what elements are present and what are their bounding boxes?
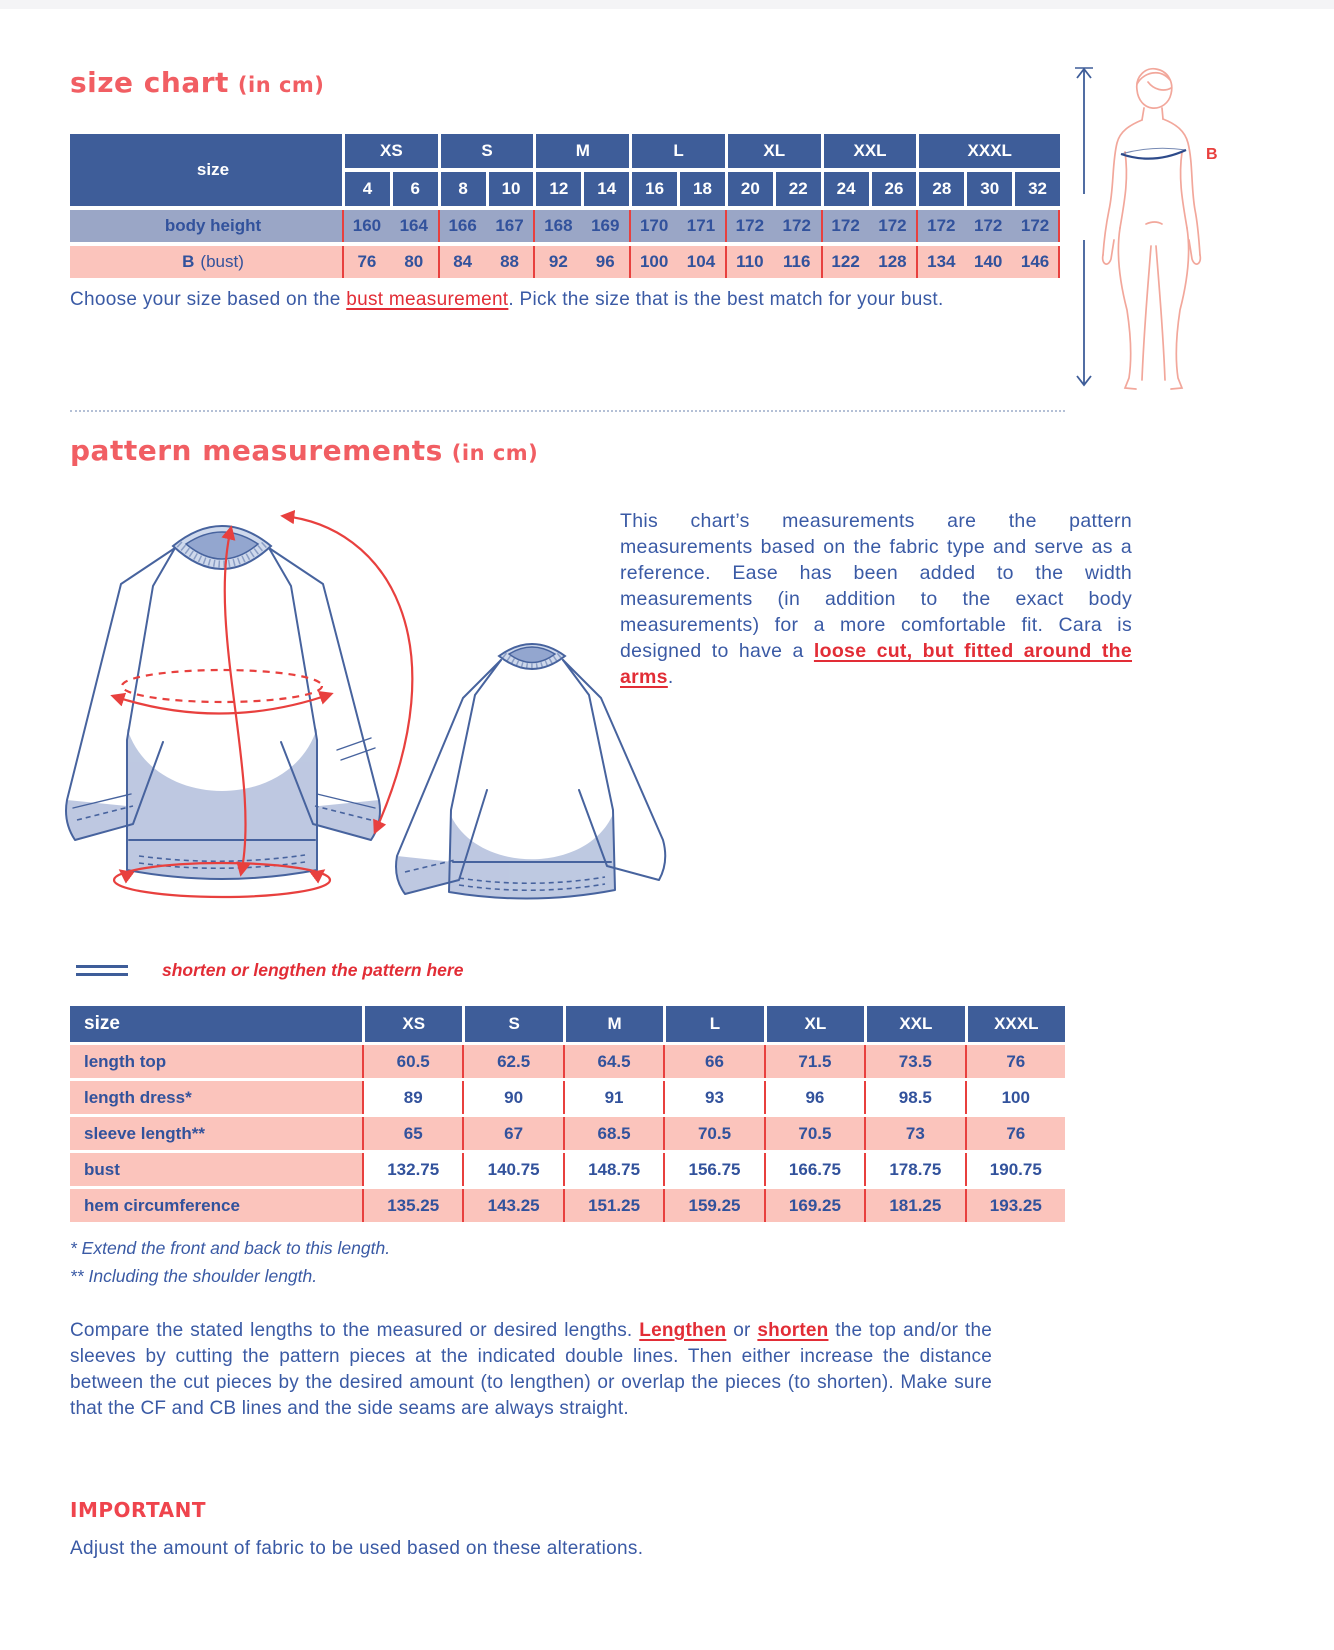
para1-pre: This chart’s measurements are the pattern measurements based on the fabric type and serve as a reference. Ease has been added to the width measurements (in addition to the exact body measurements) for a more comfortable fit. Cara is designed to have a: [620, 510, 1132, 662]
size-group-header: L: [629, 134, 725, 168]
table-cell: 166: [438, 210, 486, 242]
table-cell: 132.75: [362, 1153, 462, 1186]
heading-title: pattern measurements: [70, 434, 443, 467]
body-figure-svg: [1058, 58, 1238, 398]
top-bar: [0, 0, 1334, 9]
bust-word: (bust): [200, 252, 244, 271]
table-cell: 65: [362, 1117, 462, 1150]
double-line-icon: [76, 965, 128, 976]
table-cell: 92: [533, 246, 581, 278]
table-header-cell: S: [462, 1006, 562, 1042]
table-cell: 110: [725, 246, 773, 278]
table-cell: 172: [1012, 210, 1060, 242]
woman-outline: [1103, 69, 1201, 389]
size-number-header: 32: [1012, 172, 1060, 206]
loose-cut-emphasis: loose cut, but fitted around the arms: [620, 640, 1133, 688]
table-cell: 68.5: [563, 1117, 663, 1150]
table-cell: 60.5: [362, 1045, 462, 1078]
para2-part: Compare the stated lengths to the measured or desired lengths.: [70, 1320, 640, 1341]
sweater-front-drawing: [66, 516, 412, 897]
size-number-header: 6: [390, 172, 438, 206]
table-cell: 70.5: [764, 1117, 864, 1150]
table-cell: 71.5: [764, 1045, 864, 1078]
table-cell: 134: [916, 246, 964, 278]
table-corner-label: size: [70, 134, 342, 206]
table-cell: 172: [773, 210, 821, 242]
size-number-header: 10: [486, 172, 534, 206]
choose-size-text: [70, 286, 1075, 313]
garment-technical-drawings: [55, 490, 675, 935]
size-number-header: 18: [677, 172, 725, 206]
footnote-dress-length: * Extend the front and back to this length.: [70, 1238, 391, 1258]
table-cell: 181.25: [864, 1189, 964, 1222]
table-header-cell: XXXL: [965, 1006, 1065, 1042]
table-cell: 73: [864, 1117, 964, 1150]
compare-lengths-paragraph: [70, 1318, 992, 1422]
table-cell: 140.75: [462, 1153, 562, 1186]
footnote-shoulder-length: ** Including the shoulder length.: [70, 1266, 318, 1286]
para1-post: .: [667, 666, 674, 688]
row-label: length top: [70, 1045, 362, 1078]
table-cell: 116: [773, 246, 821, 278]
table-cell: 76: [965, 1117, 1065, 1150]
size-number-header: 20: [725, 172, 773, 206]
table-cell: 100: [965, 1081, 1065, 1114]
size-number-header: 14: [581, 172, 629, 206]
table-cell: 88: [486, 246, 534, 278]
table-cell: 169.25: [764, 1189, 864, 1222]
table-cell: 193.25: [965, 1189, 1065, 1222]
shorten-emphasis: shorten: [757, 1320, 829, 1341]
table-cell: 93: [663, 1081, 763, 1114]
sweater-drawings-svg: [55, 490, 675, 930]
table-cell: 135.25: [362, 1189, 462, 1222]
lengthen-shorten-legend: [76, 960, 463, 981]
size-group-header: M: [533, 134, 629, 168]
table-cell: 73.5: [864, 1045, 964, 1078]
table-cell: 172: [964, 210, 1012, 242]
size-number-header: 24: [821, 172, 869, 206]
size-number-header: 30: [964, 172, 1012, 206]
size-number-header: 26: [869, 172, 917, 206]
para2-part: or: [726, 1320, 758, 1341]
table-cell: 172: [821, 210, 869, 242]
table-cell: 91: [563, 1081, 663, 1114]
choose-post: . Pick the size that is the best match for your bust.: [508, 289, 944, 310]
table-cell: 80: [390, 246, 438, 278]
row-label-bust: [70, 246, 342, 278]
table-cell: 169: [581, 210, 629, 242]
size-chart-heading: [70, 66, 324, 99]
table-header-cell: XS: [362, 1006, 462, 1042]
heading-unit: (in cm): [451, 441, 539, 465]
size-group-header: XL: [725, 134, 821, 168]
table-cell: 66: [663, 1045, 763, 1078]
table-cell: 171: [677, 210, 725, 242]
heading-title: size chart: [70, 66, 229, 99]
table-header-cell: XL: [764, 1006, 864, 1042]
table-cell: 190.75: [965, 1153, 1065, 1186]
size-group-header: XS: [342, 134, 438, 168]
pattern-measurements-table: [70, 1006, 1065, 1222]
table-cell: 90: [462, 1081, 562, 1114]
heading-unit: (in cm): [237, 73, 325, 97]
table-cell: 96: [581, 246, 629, 278]
table-cell: 128: [869, 246, 917, 278]
table-cell: 148.75: [563, 1153, 663, 1186]
row-label-body-height: body height: [70, 210, 342, 242]
table-cell: 151.25: [563, 1189, 663, 1222]
legend-text: shorten or lengthen the pattern here: [162, 960, 464, 980]
row-label: length dress*: [70, 1081, 362, 1114]
table-cell: 146: [1012, 246, 1060, 278]
height-arrow: [1075, 68, 1093, 385]
table-header-cell: M: [563, 1006, 663, 1042]
table-cell: 64.5: [563, 1045, 663, 1078]
table-cell: 159.25: [663, 1189, 763, 1222]
size-chart-table: [70, 134, 1060, 278]
bust-measurement-link: bust measurement: [346, 289, 509, 310]
lengthen-emphasis: Lengthen: [639, 1320, 727, 1341]
table-cell: 172: [725, 210, 773, 242]
size-number-header: 22: [773, 172, 821, 206]
size-number-header: 12: [533, 172, 581, 206]
size-group-header: S: [438, 134, 534, 168]
dotted-separator: [70, 410, 1065, 412]
table-cell: 166.75: [764, 1153, 864, 1186]
table-cell: 67: [462, 1117, 562, 1150]
choose-pre: Choose your size based on the: [70, 289, 347, 310]
table-cell: 62.5: [462, 1045, 562, 1078]
size-number-header: 16: [629, 172, 677, 206]
table-cell: 164: [390, 210, 438, 242]
row-label: bust: [70, 1153, 362, 1186]
row-label: sleeve length**: [70, 1117, 362, 1150]
important-text: Adjust the amount of fabric to be used based on these alterations.: [70, 1538, 644, 1559]
table-header-cell: size: [70, 1006, 362, 1042]
bust-letter: B: [182, 252, 195, 271]
table-cell: 70.5: [663, 1117, 763, 1150]
table-cell: 160: [342, 210, 390, 242]
bust-line: [1121, 148, 1186, 158]
table-cell: 172: [869, 210, 917, 242]
pattern-measurements-heading: [70, 434, 538, 467]
para2-part: the top and/or the sleeves by cutting the pattern pieces at the indicated double lines. Then either increase the distance between the cut pieces by the desired amount (to lengthen) or overlap the pieces (to shorten). Make sure that the CF and CB lines and the side seams are always straight.: [70, 1320, 992, 1419]
size-number-header: 28: [916, 172, 964, 206]
table-cell: 143.25: [462, 1189, 562, 1222]
row-label: hem circumference: [70, 1189, 362, 1222]
table-cell: 168: [533, 210, 581, 242]
table-cell: 89: [362, 1081, 462, 1114]
table-cell: 167: [486, 210, 534, 242]
size-number-header: 4: [342, 172, 390, 206]
body-figure-illustration: [1058, 58, 1238, 403]
table-header-cell: XXL: [864, 1006, 964, 1042]
table-cell: 84: [438, 246, 486, 278]
pattern-measurements-paragraph: [620, 508, 1132, 690]
table-cell: 100: [629, 246, 677, 278]
table-cell: 76: [342, 246, 390, 278]
table-cell: 96: [764, 1081, 864, 1114]
table-header-cell: L: [663, 1006, 763, 1042]
table-cell: 156.75: [663, 1153, 763, 1186]
table-cell: 104: [677, 246, 725, 278]
bust-label: B: [1206, 146, 1218, 163]
table-cell: 122: [821, 246, 869, 278]
table-cell: 172: [916, 210, 964, 242]
table-cell: 76: [965, 1045, 1065, 1078]
size-group-header: XXL: [821, 134, 917, 168]
table-cell: 170: [629, 210, 677, 242]
table-cell: 178.75: [864, 1153, 964, 1186]
size-group-header: XXXL: [916, 134, 1060, 168]
table-cell: 98.5: [864, 1081, 964, 1114]
table-cell: 140: [964, 246, 1012, 278]
size-number-header: 8: [438, 172, 486, 206]
important-heading: IMPORTANT: [70, 1498, 206, 1522]
